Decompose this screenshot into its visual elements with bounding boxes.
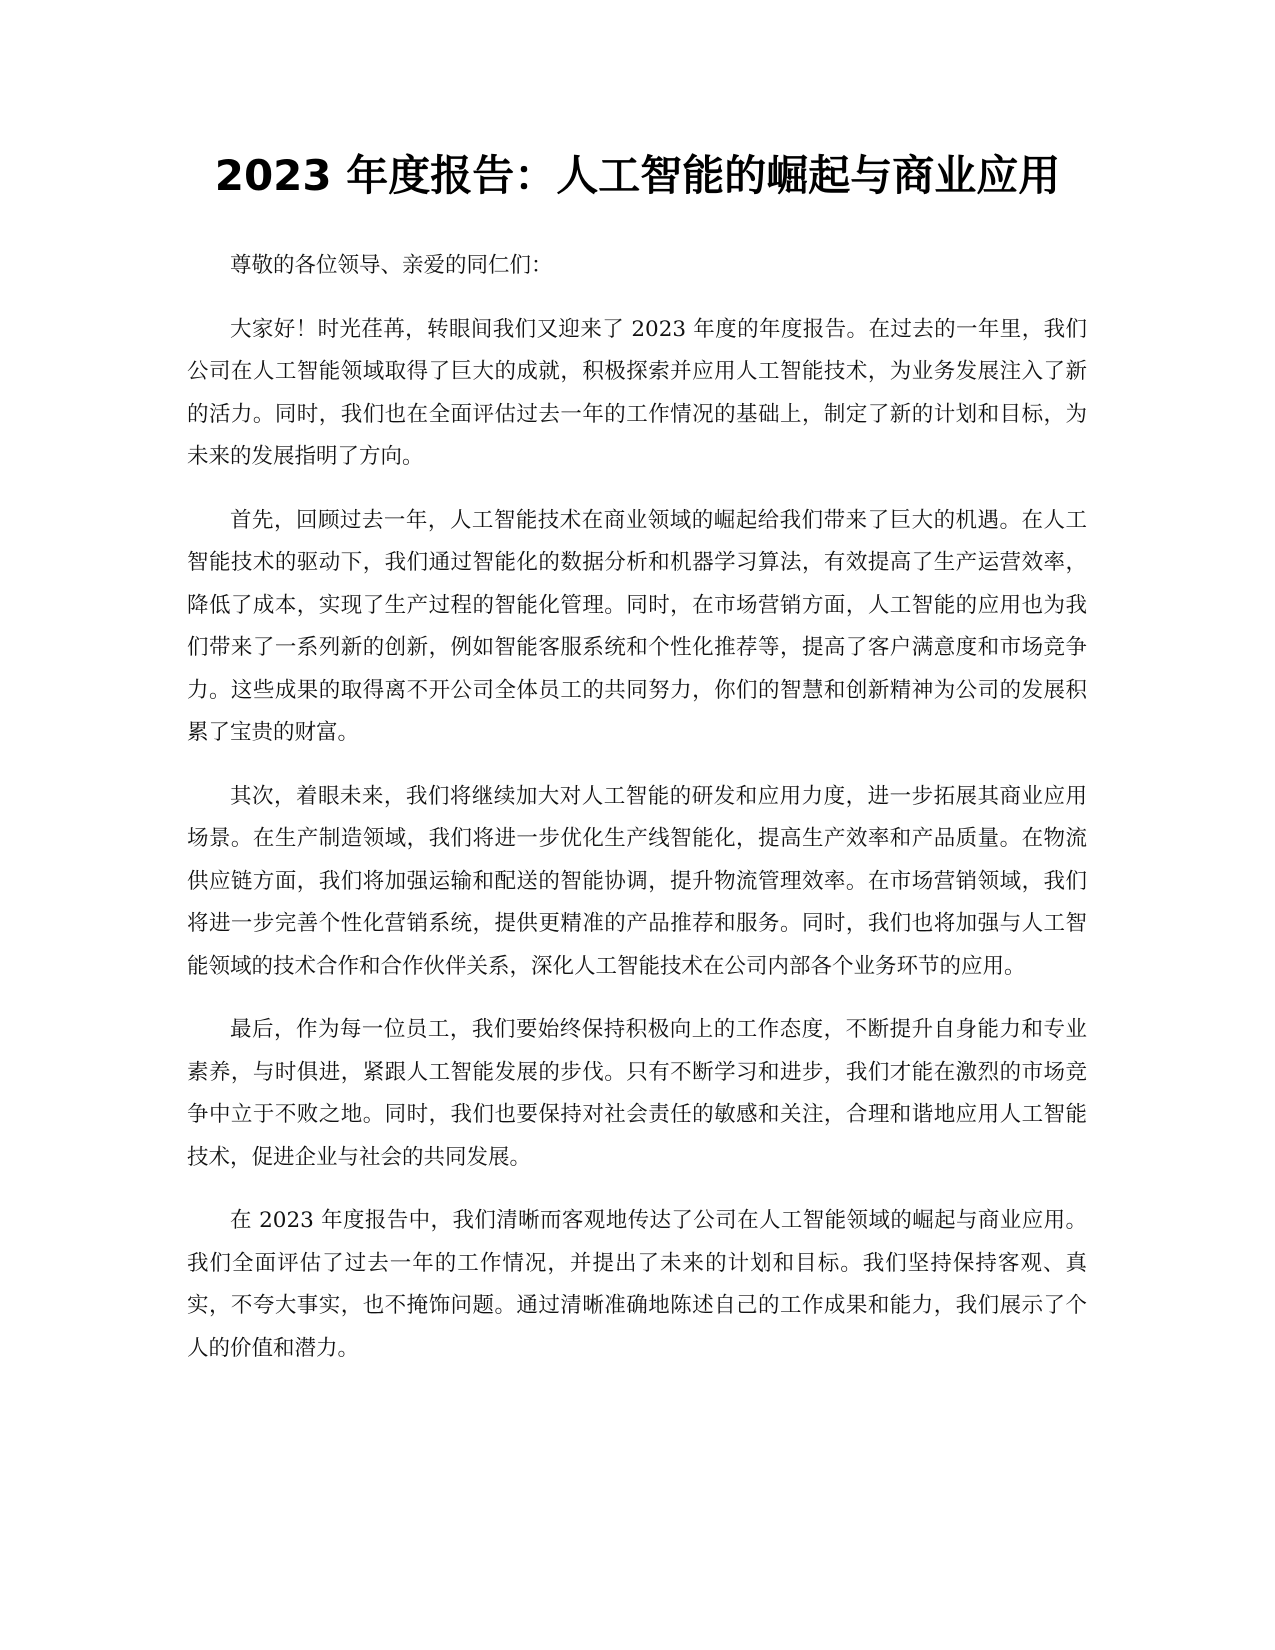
paragraph-4: 最后，作为每一位员工，我们要始终保持积极向上的工作态度，不断提升自身能力和专业素养，与时俱进，紧跟人工智能发展的步伐。只有不断学习和进步，我们才能在激烈的市场竞争中立于不败之地。同时，我们也要保持对社会责任的敏感和关注，合理和谐地应用人工智能技术，促进企业与社会的共同发展。	[187, 1017, 1087, 1170]
paragraph-5: 在 2023 年度报告中，我们清晰而客观地传达了公司在人工智能领域的崛起与商业应用。我们全面评估了过去一年的工作情况，并提出了未来的计划和目标。我们坚持保持客观、真实，不夸大事实，也不掩饰问题。通过清晰准确地陈述自己的工作成果和能力，我们展示了个人的价值和潜力。	[187, 1208, 1087, 1361]
paragraph-3: 其次，着眼未来，我们将继续加大对人工智能的研发和应用力度，进一步拓展其商业应用场景。在生产制造领域，我们将进一步优化生产线智能化，提高生产效率和产品质量。在物流供应链方面，我们将加强运输和配送的智能协调，提升物流管理效率。在市场营销领域，我们将进一步完善个性化营销系统，提供更精准的产品推荐和服务。同时，我们也将加强与人工智能领域的技术合作和合作伙伴关系，深化人工智能技术在公司内部各个业务环节的应用。	[187, 783, 1087, 979]
salutation: 尊敬的各位领导、亲爱的同仁们：	[230, 253, 553, 278]
paragraph-1: 大家好！时光荏苒，转眼间我们又迎来了 2023 年度的年度报告。在过去的一年里，我们公司在人工智能领域取得了巨大的成就，积极探索并应用人工智能技术，为业务发展注入了新的活力。同时，我们也在全面评估过去一年的工作情况的基础上，制定了新的计划和目标，为未来的发展指明了方向。	[187, 316, 1087, 469]
document-title: 2023 年度报告：人工智能的崛起与商业应用	[214, 151, 1061, 200]
document-body	[187, 245, 1087, 1391]
paragraph-2: 首先，回顾过去一年，人工智能技术在商业领域的崛起给我们带来了巨大的机遇。在人工智能技术的驱动下，我们通过智能化的数据分析和机器学习算法，有效提高了生产运营效率，降低了成本，实现了生产过程的智能化管理。同时，在市场营销方面，人工智能的应用也为我们带来了一系列新的创新，例如智能客服系统和个性化推荐等，提高了客户满意度和市场竞争力。这些成果的取得离不开公司全体员工的共同努力，你们的智慧和创新精神为公司的发展积累了宝贵的财富。	[187, 507, 1087, 745]
